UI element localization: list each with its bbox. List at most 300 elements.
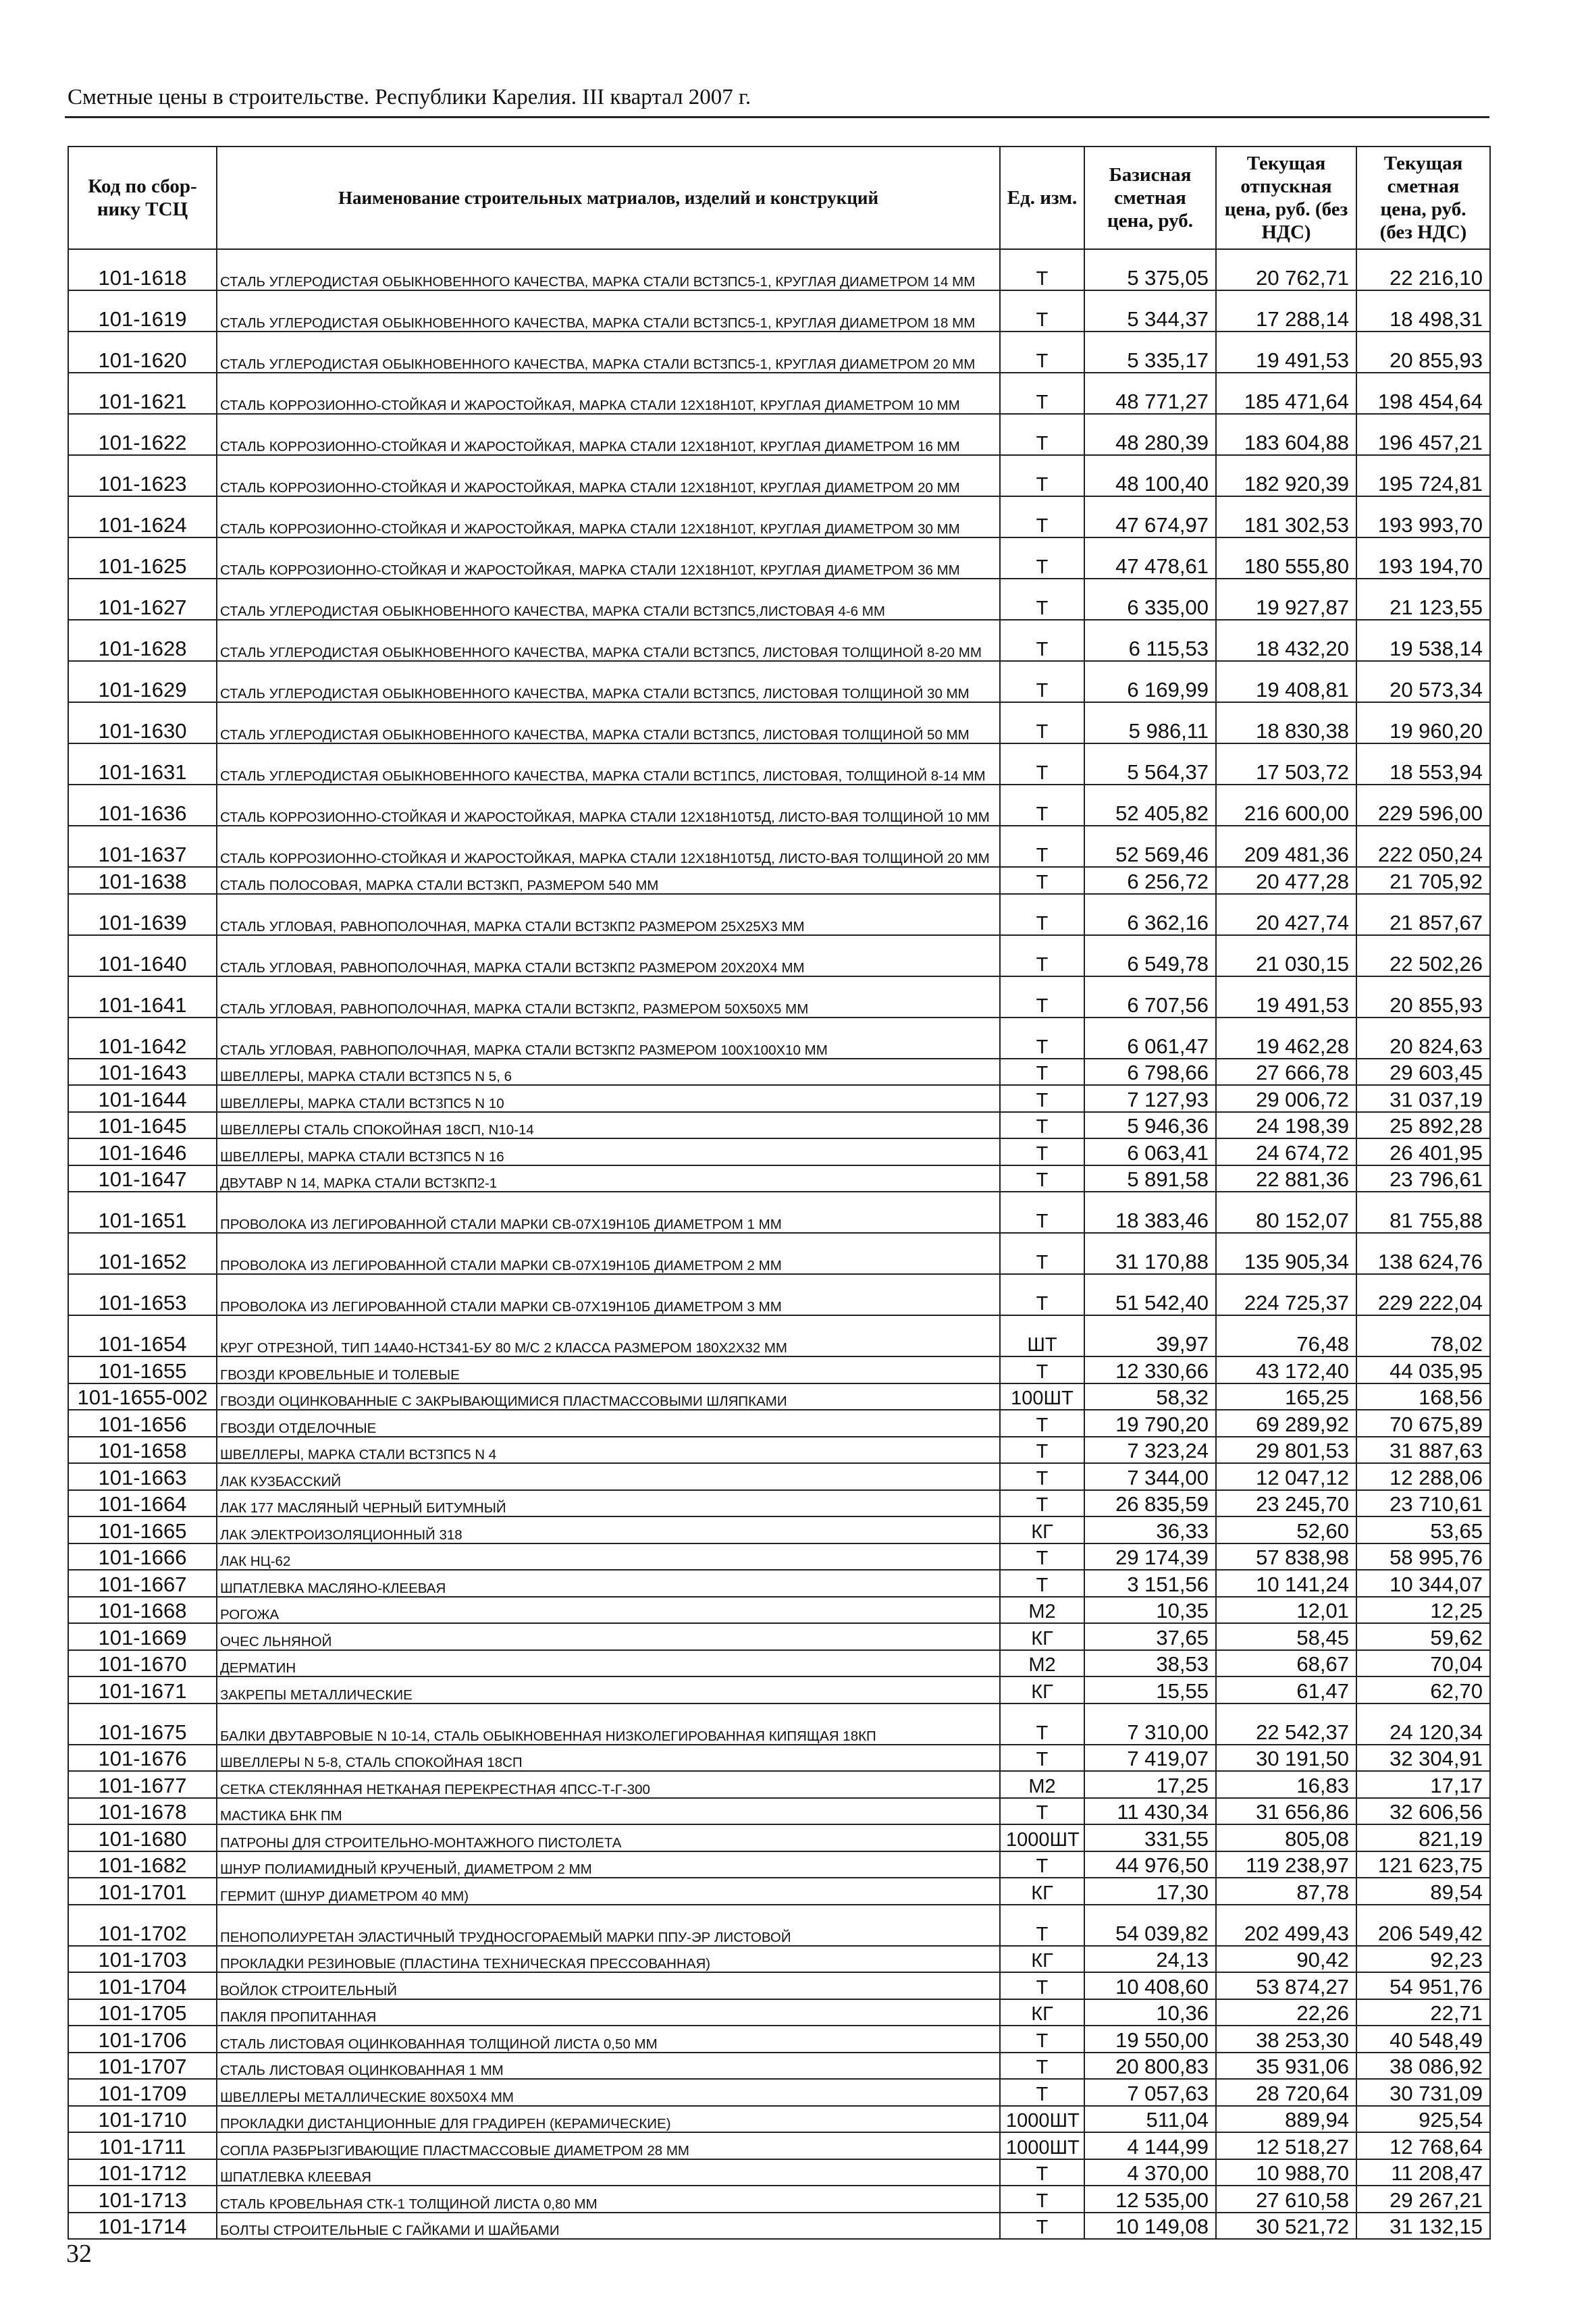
cell-current-release-price: 17 503,72 (1216, 743, 1356, 785)
cell-base-price: 10,36 (1084, 1999, 1216, 2026)
cell-name: СТАЛЬ УГЛЕРОДИСТАЯ ОБЫКНОВЕННОГО КАЧЕСТВА, МАРКА СТАЛИ ВСТ3ПС5-1, КРУГЛАЯ ДИАМЕТРОМ 18 ММ (217, 290, 1000, 332)
cell-code: 101-1630 (68, 702, 217, 743)
cell-name: ШВЕЛЛЕРЫ N 5-8, СТАЛЬ СПОКОЙНАЯ 18СП (217, 1745, 1000, 1772)
table-row (68, 661, 1490, 702)
cell-unit: Т (1000, 332, 1084, 373)
cell-name: СТАЛЬ КРОВЕЛЬНАЯ СТК-1 ТОЛЩИНОЙ ЛИСТА 0,80 ММ (217, 2186, 1000, 2213)
cell-code: 101-1641 (68, 976, 217, 1018)
cell-base-price: 26 835,59 (1084, 1490, 1216, 1517)
cell-unit: Т (1000, 1192, 1084, 1233)
cell-current-release-price: 20 762,71 (1216, 249, 1356, 290)
cell-current-estimate-price: 18 553,94 (1356, 743, 1490, 785)
table-row (68, 1192, 1490, 1233)
cell-code: 101-1642 (68, 1018, 217, 1059)
table-row (68, 1315, 1490, 1356)
cell-name: ШВЕЛЛЕРЫ, МАРКА СТАЛИ ВСТ3ПС5 N 4 (217, 1437, 1000, 1464)
cell-name: ШНУР ПОЛИАМИДНЫЙ КРУЧЕНЫЙ, ДИАМЕТРОМ 2 ММ (217, 1851, 1000, 1878)
cell-current-estimate-price: 19 538,14 (1356, 620, 1490, 661)
cell-base-price: 15,55 (1084, 1676, 1216, 1704)
table-row (68, 2079, 1490, 2106)
column-header-current-release-price: Текущая отпускная цена, руб. (без НДС) (1216, 147, 1356, 249)
cell-current-release-price: 90,42 (1216, 1946, 1356, 1973)
cell-base-price: 7 057,63 (1084, 2079, 1216, 2106)
cell-unit: Т (1000, 785, 1084, 826)
cell-unit: Т (1000, 2053, 1084, 2080)
table-row (68, 2053, 1490, 2080)
cell-current-release-price: 185 471,64 (1216, 373, 1356, 414)
cell-current-release-price: 10 988,70 (1216, 2159, 1356, 2186)
cell-name: ШПАТЛЕВКА МАСЛЯНО-КЛЕЕВАЯ (217, 1570, 1000, 1597)
cell-code: 101-1676 (68, 1745, 217, 1772)
cell-base-price: 19 790,20 (1084, 1410, 1216, 1437)
cell-base-price: 29 174,39 (1084, 1543, 1216, 1570)
table-row (68, 290, 1490, 332)
cell-current-estimate-price: 26 401,95 (1356, 1138, 1490, 1165)
cell-current-release-price: 28 720,64 (1216, 2079, 1356, 2106)
cell-unit: Т (1000, 661, 1084, 702)
cell-unit: Т (1000, 1112, 1084, 1139)
cell-unit: Т (1000, 1437, 1084, 1464)
cell-unit: 100ШТ (1000, 1383, 1084, 1410)
cell-base-price: 58,32 (1084, 1383, 1216, 1410)
cell-unit: Т (1000, 1233, 1084, 1274)
cell-base-price: 51 542,40 (1084, 1274, 1216, 1315)
cell-current-estimate-price: 92,23 (1356, 1946, 1490, 1973)
cell-current-estimate-price: 23 710,61 (1356, 1490, 1490, 1517)
cell-current-release-price: 57 838,98 (1216, 1543, 1356, 1570)
table-row (68, 743, 1490, 785)
cell-current-release-price: 12 518,27 (1216, 2132, 1356, 2159)
table-row (68, 2213, 1490, 2240)
cell-current-release-price: 35 931,06 (1216, 2053, 1356, 2080)
table-row (68, 373, 1490, 414)
cell-name: СТАЛЬ ПОЛОСОВАЯ, МАРКА СТАЛИ ВСТ3КП, РАЗМЕРОМ 540 ММ (217, 867, 1000, 894)
table-row (68, 1274, 1490, 1315)
cell-current-release-price: 31 656,86 (1216, 1798, 1356, 1825)
cell-current-estimate-price: 81 755,88 (1356, 1192, 1490, 1233)
cell-unit: 1000ШТ (1000, 2132, 1084, 2159)
table-row (68, 1905, 1490, 1946)
cell-name: ПРОВОЛОКА ИЗ ЛЕГИРОВАННОЙ СТАЛИ МАРКИ СВ-07Х19Н10Б ДИАМЕТРОМ 3 ММ (217, 1274, 1000, 1315)
cell-code: 101-1640 (68, 935, 217, 976)
cell-base-price: 7 344,00 (1084, 1463, 1216, 1490)
cell-current-release-price: 165,25 (1216, 1383, 1356, 1410)
table-row (68, 1650, 1490, 1677)
cell-current-estimate-price: 196 457,21 (1356, 414, 1490, 455)
cell-base-price: 6 169,99 (1084, 661, 1216, 702)
cell-name: СОПЛА РАЗБРЫЗГИВАЮЩИЕ ПЛАСТМАССОВЫЕ ДИАМЕТРОМ 28 ММ (217, 2132, 1000, 2159)
cell-unit: Т (1000, 867, 1084, 894)
table-row (68, 1138, 1490, 1165)
cell-base-price: 5 946,36 (1084, 1112, 1216, 1139)
cell-code: 101-1646 (68, 1138, 217, 1165)
table-row (68, 2159, 1490, 2186)
cell-current-estimate-price: 32 606,56 (1356, 1798, 1490, 1825)
cell-base-price: 48 100,40 (1084, 455, 1216, 496)
cell-name: СТАЛЬ УГЛОВАЯ, РАВНОПОЛОЧНАЯ, МАРКА СТАЛИ ВСТ3КП2, РАЗМЕРОМ 50Х50Х5 ММ (217, 976, 1000, 1018)
cell-base-price: 36,33 (1084, 1516, 1216, 1543)
cell-name: СТАЛЬ КОРРОЗИОННО-СТОЙКАЯ И ЖАРОСТОЙКАЯ, МАРКА СТАЛИ 12Х18Н10Т, КРУГЛАЯ ДИАМЕТРОМ 36 ММ (217, 537, 1000, 579)
cell-current-release-price: 69 289,92 (1216, 1410, 1356, 1437)
cell-name: ЛАК 177 МАСЛЯНЫЙ ЧЕРНЫЙ БИТУМНЫЙ (217, 1490, 1000, 1517)
cell-current-estimate-price: 12,25 (1356, 1597, 1490, 1624)
cell-current-estimate-price: 229 222,04 (1356, 1274, 1490, 1315)
table-row (68, 414, 1490, 455)
cell-current-release-price: 80 152,07 (1216, 1192, 1356, 1233)
cell-current-estimate-price: 12 288,06 (1356, 1463, 1490, 1490)
cell-current-release-price: 12 047,12 (1216, 1463, 1356, 1490)
cell-code: 101-1621 (68, 373, 217, 414)
cell-name: СЕТКА СТЕКЛЯННАЯ НЕТКАНАЯ ПЕРЕКРЕСТНАЯ 4ПСС-Т-Г-300 (217, 1771, 1000, 1798)
cell-code: 101-1645 (68, 1112, 217, 1139)
cell-current-release-price: 20 477,28 (1216, 867, 1356, 894)
table-header (68, 147, 1490, 249)
cell-current-release-price: 29 006,72 (1216, 1085, 1356, 1112)
cell-current-estimate-price: 193 993,70 (1356, 496, 1490, 537)
cell-name: ГЕРМИТ (ШНУР ДИАМЕТРОМ 40 ММ) (217, 1878, 1000, 1905)
cell-code: 101-1707 (68, 2053, 217, 2080)
cell-current-estimate-price: 22 216,10 (1356, 249, 1490, 290)
cell-current-estimate-price: 78,02 (1356, 1315, 1490, 1356)
cell-name: ШВЕЛЛЕРЫ МЕТАЛЛИЧЕСКИЕ 80Х50Х4 ММ (217, 2079, 1000, 2106)
table-row (68, 1437, 1490, 1464)
cell-current-release-price: 27 666,78 (1216, 1059, 1356, 1086)
cell-code: 101-1628 (68, 620, 217, 661)
table-row (68, 1383, 1490, 1410)
cell-current-estimate-price: 31 887,63 (1356, 1437, 1490, 1464)
cell-unit: Т (1000, 620, 1084, 661)
cell-current-release-price: 30 521,72 (1216, 2213, 1356, 2240)
table-row (68, 1233, 1490, 1274)
cell-unit: Т (1000, 1085, 1084, 1112)
cell-current-estimate-price: 44 035,95 (1356, 1356, 1490, 1383)
cell-name: СТАЛЬ УГЛОВАЯ, РАВНОПОЛОЧНАЯ, МАРКА СТАЛИ ВСТ3КП2 РАЗМЕРОМ 25Х25Х3 ММ (217, 894, 1000, 935)
cell-current-release-price: 43 172,40 (1216, 1356, 1356, 1383)
cell-base-price: 5 344,37 (1084, 290, 1216, 332)
cell-current-estimate-price: 20 855,93 (1356, 976, 1490, 1018)
cell-current-release-price: 61,47 (1216, 1676, 1356, 1704)
cell-current-release-price: 135 905,34 (1216, 1233, 1356, 1274)
cell-name: ГВОЗДИ ОЦИНКОВАННЫЕ С ЗАКРЫВАЮЩИМИСЯ ПЛАСТМАССОВЫМИ ШЛЯПКАМИ (217, 1383, 1000, 1410)
cell-name: СТАЛЬ ЛИСТОВАЯ ОЦИНКОВАННАЯ 1 ММ (217, 2053, 1000, 2080)
cell-unit: ШТ (1000, 1315, 1084, 1356)
cell-base-price: 7 127,93 (1084, 1085, 1216, 1112)
cell-base-price: 6 362,16 (1084, 894, 1216, 935)
cell-code: 101-1705 (68, 1999, 217, 2026)
cell-current-estimate-price: 20 824,63 (1356, 1018, 1490, 1059)
cell-current-release-price: 119 238,97 (1216, 1851, 1356, 1878)
cell-code: 101-1711 (68, 2132, 217, 2159)
cell-current-release-price: 24 198,39 (1216, 1112, 1356, 1139)
cell-current-estimate-price: 229 596,00 (1356, 785, 1490, 826)
cell-unit: М2 (1000, 1597, 1084, 1624)
cell-code: 101-1631 (68, 743, 217, 785)
table-row (68, 1878, 1490, 1905)
cell-unit: Т (1000, 2026, 1084, 2053)
cell-name: СТАЛЬ УГЛЕРОДИСТАЯ ОБЫКНОВЕННОГО КАЧЕСТВА, МАРКА СТАЛИ ВСТ3ПС5,ЛИСТОВАЯ 4-6 ММ (217, 579, 1000, 620)
cell-base-price: 10 149,08 (1084, 2213, 1216, 2240)
cell-current-estimate-price: 20 573,34 (1356, 661, 1490, 702)
cell-current-release-price: 24 674,72 (1216, 1138, 1356, 1165)
cell-name: ШВЕЛЛЕРЫ, МАРКА СТАЛИ ВСТ3ПС5 N 16 (217, 1138, 1000, 1165)
cell-code: 101-1647 (68, 1165, 217, 1192)
cell-code: 101-1636 (68, 785, 217, 826)
cell-unit: КГ (1000, 1999, 1084, 2026)
cell-unit: Т (1000, 1274, 1084, 1315)
cell-name: ЛАК НЦ-62 (217, 1543, 1000, 1570)
cell-code: 101-1669 (68, 1623, 217, 1650)
table-row (68, 702, 1490, 743)
cell-current-estimate-price: 121 623,75 (1356, 1851, 1490, 1878)
cell-code: 101-1654 (68, 1315, 217, 1356)
table-row (68, 2186, 1490, 2213)
cell-name: ОЧЕС ЛЬНЯНОЙ (217, 1623, 1000, 1650)
cell-name: СТАЛЬ КОРРОЗИОННО-СТОЙКАЯ И ЖАРОСТОЙКАЯ, МАРКА СТАЛИ 12Х18Н10Т5Д, ЛИСТО-ВАЯ ТОЛЩИНОЙ 10 ММ (217, 785, 1000, 826)
cell-base-price: 18 383,46 (1084, 1192, 1216, 1233)
table-row (68, 1112, 1490, 1139)
cell-current-release-price: 22 542,37 (1216, 1704, 1356, 1745)
cell-current-release-price: 19 491,53 (1216, 332, 1356, 373)
cell-code: 101-1627 (68, 579, 217, 620)
cell-code: 101-1706 (68, 2026, 217, 2053)
table-row (68, 496, 1490, 537)
cell-unit: 1000ШТ (1000, 1824, 1084, 1851)
cell-base-price: 10,35 (1084, 1597, 1216, 1624)
cell-base-price: 5 375,05 (1084, 249, 1216, 290)
cell-name: СТАЛЬ УГЛЕРОДИСТАЯ ОБЫКНОВЕННОГО КАЧЕСТВА, МАРКА СТАЛИ ВСТ3ПС5, ЛИСТОВАЯ ТОЛЩИНОЙ 30 ММ (217, 661, 1000, 702)
cell-code: 101-1703 (68, 1946, 217, 1973)
cell-code: 101-1658 (68, 1437, 217, 1464)
cell-current-release-price: 17 288,14 (1216, 290, 1356, 332)
cell-unit: Т (1000, 1570, 1084, 1597)
cell-code: 101-1701 (68, 1878, 217, 1905)
cell-code: 101-1618 (68, 249, 217, 290)
cell-current-release-price: 10 141,24 (1216, 1570, 1356, 1597)
table-row (68, 2106, 1490, 2133)
cell-code: 101-1663 (68, 1463, 217, 1490)
cell-base-price: 6 256,72 (1084, 867, 1216, 894)
cell-current-release-price: 183 604,88 (1216, 414, 1356, 455)
table-row (68, 1999, 1490, 2026)
cell-unit: Т (1000, 1356, 1084, 1383)
cell-current-release-price: 22 881,36 (1216, 1165, 1356, 1192)
cell-unit: Т (1000, 1704, 1084, 1745)
cell-base-price: 47 674,97 (1084, 496, 1216, 537)
cell-unit: 1000ШТ (1000, 2106, 1084, 2133)
cell-name: СТАЛЬ КОРРОЗИОННО-СТОЙКАЯ И ЖАРОСТОЙКАЯ, МАРКА СТАЛИ 12Х18Н10Т, КРУГЛАЯ ДИАМЕТРОМ 16 ММ (217, 414, 1000, 455)
cell-name: ПРОВОЛОКА ИЗ ЛЕГИРОВАННОЙ СТАЛИ МАРКИ СВ-07Х19Н10Б ДИАМЕТРОМ 1 ММ (217, 1192, 1000, 1233)
cell-current-release-price: 38 253,30 (1216, 2026, 1356, 2053)
cell-code: 101-1713 (68, 2186, 217, 2213)
cell-name: ШВЕЛЛЕРЫ, МАРКА СТАЛИ ВСТ3ПС5 N 10 (217, 1085, 1000, 1112)
cell-unit: Т (1000, 1543, 1084, 1570)
cell-base-price: 12 330,66 (1084, 1356, 1216, 1383)
cell-code: 101-1670 (68, 1650, 217, 1677)
cell-current-release-price: 18 432,20 (1216, 620, 1356, 661)
cell-current-estimate-price: 12 768,64 (1356, 2132, 1490, 2159)
cell-unit: Т (1000, 1018, 1084, 1059)
cell-base-price: 4 370,00 (1084, 2159, 1216, 2186)
cell-code: 101-1623 (68, 455, 217, 496)
cell-current-release-price: 182 920,39 (1216, 455, 1356, 496)
cell-unit: КГ (1000, 1516, 1084, 1543)
cell-unit: Т (1000, 1165, 1084, 1192)
cell-base-price: 47 478,61 (1084, 537, 1216, 579)
cell-current-release-price: 29 801,53 (1216, 1437, 1356, 1464)
cell-base-price: 38,53 (1084, 1650, 1216, 1677)
cell-name: СТАЛЬ УГЛОВАЯ, РАВНОПОЛОЧНАЯ, МАРКА СТАЛИ ВСТ3КП2 РАЗМЕРОМ 100Х100Х10 ММ (217, 1018, 1000, 1059)
cell-current-estimate-price: 23 796,61 (1356, 1165, 1490, 1192)
cell-code: 101-1655-002 (68, 1383, 217, 1410)
cell-base-price: 331,55 (1084, 1824, 1216, 1851)
cell-code: 101-1637 (68, 826, 217, 867)
cell-base-price: 4 144,99 (1084, 2132, 1216, 2159)
cell-unit: Т (1000, 1138, 1084, 1165)
cell-name: СТАЛЬ УГЛЕРОДИСТАЯ ОБЫКНОВЕННОГО КАЧЕСТВА, МАРКА СТАЛИ ВСТ3ПС5, ЛИСТОВАЯ ТОЛЩИНОЙ 8-20 ММ (217, 620, 1000, 661)
table-row (68, 785, 1490, 826)
cell-current-release-price: 224 725,37 (1216, 1274, 1356, 1315)
cell-unit: Т (1000, 2213, 1084, 2240)
cell-current-release-price: 19 408,81 (1216, 661, 1356, 702)
cell-base-price: 6 335,00 (1084, 579, 1216, 620)
cell-unit: Т (1000, 290, 1084, 332)
cell-base-price: 7 419,07 (1084, 1745, 1216, 1772)
cell-code: 101-1652 (68, 1233, 217, 1274)
cell-name: КРУГ ОТРЕЗНОЙ, ТИП 14А40-НСТ341-БУ 80 М/С 2 КЛАССА РАЗМЕРОМ 180Х2Х32 ММ (217, 1315, 1000, 1356)
table-row (68, 1018, 1490, 1059)
cell-base-price: 6 707,56 (1084, 976, 1216, 1018)
cell-current-estimate-price: 31 132,15 (1356, 2213, 1490, 2240)
cell-name: МАСТИКА БНК ПМ (217, 1798, 1000, 1825)
cell-current-release-price: 180 555,80 (1216, 537, 1356, 579)
cell-name: СТАЛЬ КОРРОЗИОННО-СТОЙКАЯ И ЖАРОСТОЙКАЯ, МАРКА СТАЛИ 12Х18Н10Т5Д, ЛИСТО-ВАЯ ТОЛЩИНОЙ 20 ММ (217, 826, 1000, 867)
cell-current-release-price: 805,08 (1216, 1824, 1356, 1851)
cell-code: 101-1664 (68, 1490, 217, 1517)
cell-current-estimate-price: 206 549,42 (1356, 1905, 1490, 1946)
cell-base-price: 24,13 (1084, 1946, 1216, 1973)
cell-current-estimate-price: 10 344,07 (1356, 1570, 1490, 1597)
cell-name: ГВОЗДИ ОТДЕЛОЧНЫЕ (217, 1410, 1000, 1437)
cell-base-price: 11 430,34 (1084, 1798, 1216, 1825)
cell-base-price: 44 976,50 (1084, 1851, 1216, 1878)
cell-unit: Т (1000, 1059, 1084, 1086)
cell-base-price: 6 115,53 (1084, 620, 1216, 661)
cell-current-estimate-price: 29 267,21 (1356, 2186, 1490, 2213)
cell-base-price: 5 986,11 (1084, 702, 1216, 743)
cell-unit: Т (1000, 935, 1084, 976)
cell-code: 101-1639 (68, 894, 217, 935)
cell-base-price: 52 569,46 (1084, 826, 1216, 867)
table-row (68, 1771, 1490, 1798)
cell-base-price: 5 564,37 (1084, 743, 1216, 785)
cell-code: 101-1625 (68, 537, 217, 579)
cell-base-price: 48 771,27 (1084, 373, 1216, 414)
cell-unit: М2 (1000, 1771, 1084, 1798)
cell-name: ПАКЛЯ ПРОПИТАННАЯ (217, 1999, 1000, 2026)
cell-unit: Т (1000, 1463, 1084, 1490)
cell-unit: Т (1000, 537, 1084, 579)
cell-code: 101-1655 (68, 1356, 217, 1383)
cell-name: БОЛТЫ СТРОИТЕЛЬНЫЕ С ГАЙКАМИ И ШАЙБАМИ (217, 2213, 1000, 2240)
table-row (68, 1410, 1490, 1437)
table-row (68, 332, 1490, 373)
cell-current-estimate-price: 821,19 (1356, 1824, 1490, 1851)
cell-current-estimate-price: 195 724,81 (1356, 455, 1490, 496)
table-row (68, 1946, 1490, 1973)
table-row (68, 976, 1490, 1018)
cell-name: ПРОВОЛОКА ИЗ ЛЕГИРОВАННОЙ СТАЛИ МАРКИ СВ-07Х19Н10Б ДИАМЕТРОМ 2 ММ (217, 1233, 1000, 1274)
cell-current-estimate-price: 22 502,26 (1356, 935, 1490, 976)
cell-code: 101-1656 (68, 1410, 217, 1437)
cell-code: 101-1667 (68, 1570, 217, 1597)
cell-code: 101-1704 (68, 1972, 217, 1999)
column-header-unit: Ед. изм. (1000, 147, 1084, 249)
cell-base-price: 48 280,39 (1084, 414, 1216, 455)
cell-base-price: 5 335,17 (1084, 332, 1216, 373)
cell-base-price: 3 151,56 (1084, 1570, 1216, 1597)
cell-unit: КГ (1000, 1676, 1084, 1704)
document-header: Сметные цены в строительстве. Республики Карелия. III квартал 2007 г. (68, 85, 751, 109)
cell-unit: Т (1000, 702, 1084, 743)
cell-code: 101-1671 (68, 1676, 217, 1704)
cell-current-release-price: 68,67 (1216, 1650, 1356, 1677)
cell-current-estimate-price: 59,62 (1356, 1623, 1490, 1650)
table-row (68, 894, 1490, 935)
cell-name: СТАЛЬ КОРРОЗИОННО-СТОЙКАЯ И ЖАРОСТОЙКАЯ, МАРКА СТАЛИ 12Х18Н10Т, КРУГЛАЯ ДИАМЕТРОМ 30 ММ (217, 496, 1000, 537)
cell-unit: Т (1000, 496, 1084, 537)
cell-current-estimate-price: 925,54 (1356, 2106, 1490, 2133)
cell-base-price: 511,04 (1084, 2106, 1216, 2133)
cell-name: ЛАК КУЗБАССКИЙ (217, 1463, 1000, 1490)
cell-code: 101-1677 (68, 1771, 217, 1798)
table-row (68, 579, 1490, 620)
column-header-current-estimate-price: Текущая сметная цена, руб. (без НДС) (1356, 147, 1490, 249)
table-row (68, 1516, 1490, 1543)
cell-name: ДВУТАВР N 14, МАРКА СТАЛИ ВСТ3КП2-1 (217, 1165, 1000, 1192)
cell-current-release-price: 53 874,27 (1216, 1972, 1356, 1999)
table-row (68, 1623, 1490, 1650)
cell-code: 101-1638 (68, 867, 217, 894)
cell-code: 101-1620 (68, 332, 217, 373)
cell-current-estimate-price: 32 304,91 (1356, 1745, 1490, 1772)
table-row (68, 1972, 1490, 1999)
cell-code: 101-1665 (68, 1516, 217, 1543)
cell-current-release-price: 18 830,38 (1216, 702, 1356, 743)
cell-base-price: 39,97 (1084, 1315, 1216, 1356)
cell-unit: Т (1000, 1410, 1084, 1437)
cell-unit: КГ (1000, 1878, 1084, 1905)
table-row (68, 1824, 1490, 1851)
cell-current-estimate-price: 21 857,67 (1356, 894, 1490, 935)
header-rule (65, 116, 1489, 118)
cell-name: СТАЛЬ УГЛОВАЯ, РАВНОПОЛОЧНАЯ, МАРКА СТАЛИ ВСТ3КП2 РАЗМЕРОМ 20Х20Х4 ММ (217, 935, 1000, 976)
table-row (68, 826, 1490, 867)
cell-base-price: 31 170,88 (1084, 1233, 1216, 1274)
cell-current-release-price: 27 610,58 (1216, 2186, 1356, 2213)
cell-name: ГВОЗДИ КРОВЕЛЬНЫЕ И ТОЛЕВЫЕ (217, 1356, 1000, 1383)
cell-unit: КГ (1000, 1623, 1084, 1650)
cell-name: БАЛКИ ДВУТАВРОВЫЕ N 10-14, СТАЛЬ ОБЫКНОВЕННАЯ НИЗКОЛЕГИРОВАННАЯ КИПЯЩАЯ 18КП (217, 1704, 1000, 1745)
cell-current-estimate-price: 17,17 (1356, 1771, 1490, 1798)
column-header-base-price: Базисная сметная цена, руб. (1084, 147, 1216, 249)
cell-unit: Т (1000, 826, 1084, 867)
cell-unit: Т (1000, 455, 1084, 496)
cell-code: 101-1624 (68, 496, 217, 537)
cell-base-price: 6 798,66 (1084, 1059, 1216, 1086)
column-header-name: Наименование строительных матриалов, изделий и конструкций (217, 147, 1000, 249)
cell-name: СТАЛЬ УГЛЕРОДИСТАЯ ОБЫКНОВЕННОГО КАЧЕСТВА, МАРКА СТАЛИ ВСТ3ПС5, ЛИСТОВАЯ ТОЛЩИНОЙ 50 ММ (217, 702, 1000, 743)
cell-current-release-price: 19 491,53 (1216, 976, 1356, 1018)
